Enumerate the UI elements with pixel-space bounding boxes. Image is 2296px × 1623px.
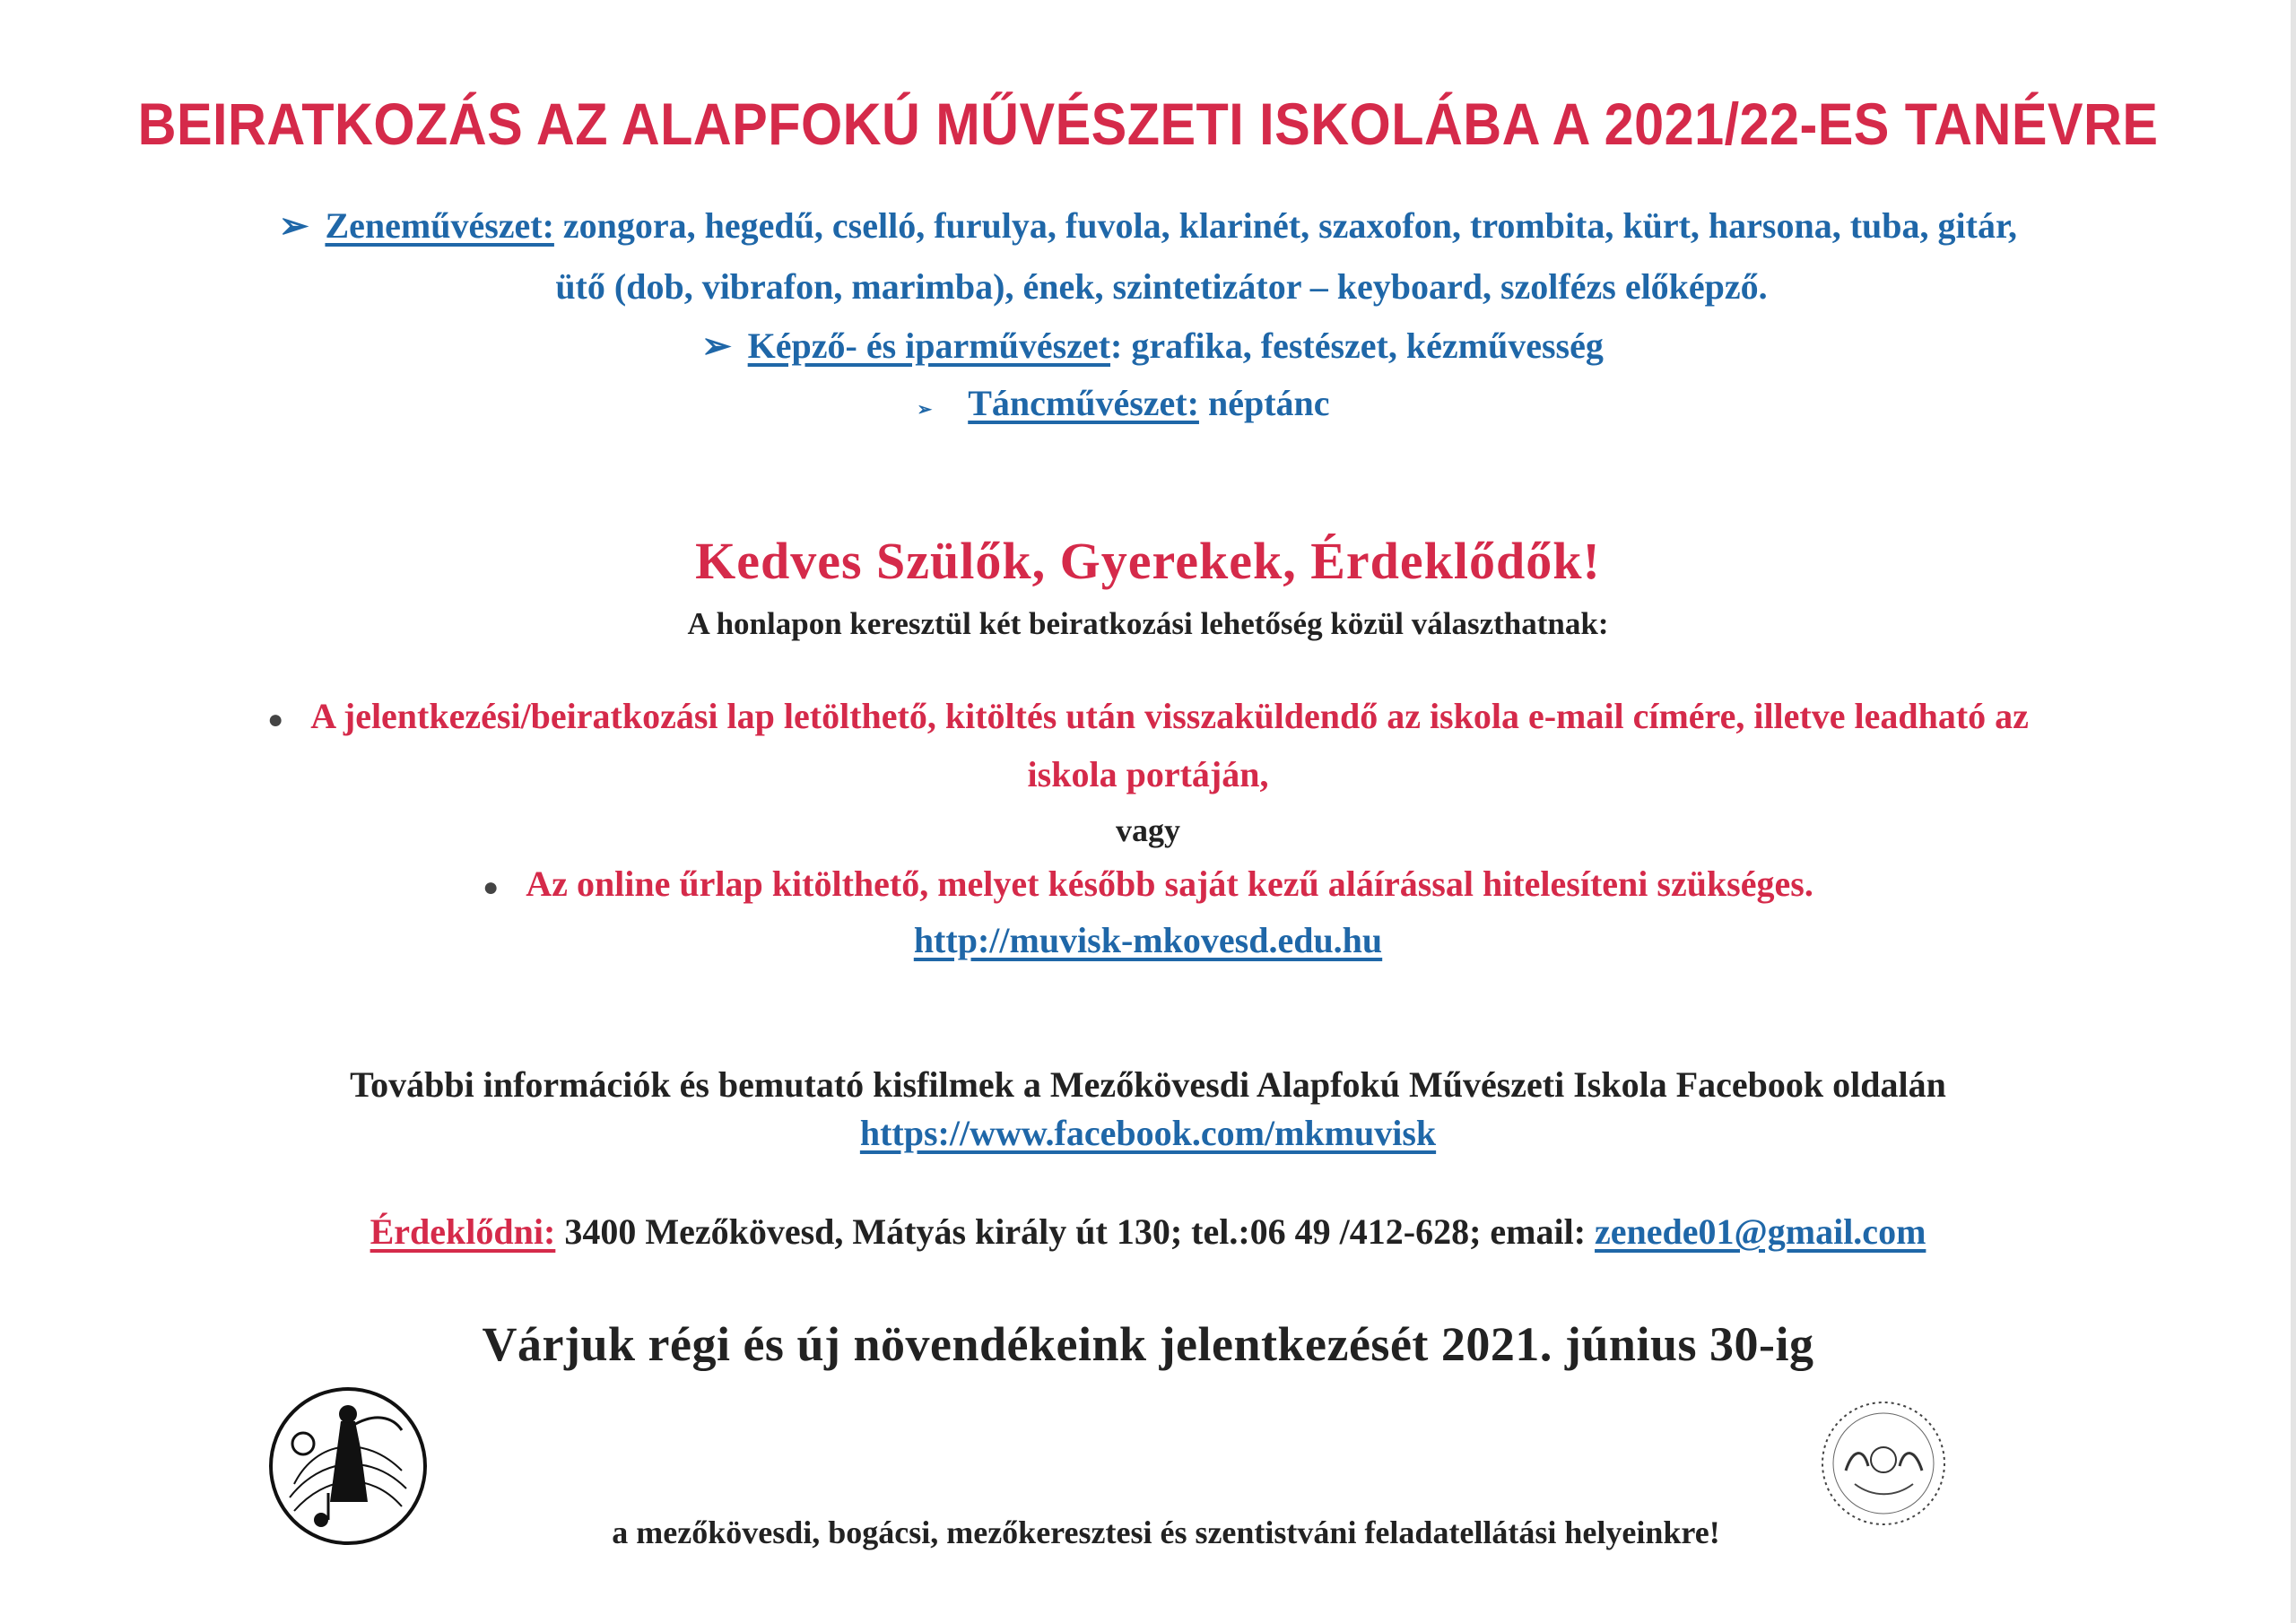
program-music-text: zongora, hegedű, cselló, furulya, fuvola, klarinét, szaxofon, trombita, kürt, harsona, tuba, gitár,	[553, 205, 2018, 246]
option-2	[0, 863, 2296, 905]
contact-row	[0, 1211, 2296, 1253]
program-music	[0, 204, 2296, 247]
contact-label: Érdeklődni:	[370, 1211, 556, 1252]
arrow-bullet-icon: ➢	[701, 325, 732, 366]
program-dance-text: néptánc	[1198, 383, 1330, 423]
arrow-bullet-icon: ➢	[278, 205, 309, 246]
option-1-line-1	[0, 695, 2296, 737]
option-1-line-2: iskola portáján,	[1027, 754, 1269, 794]
site-url-row	[0, 919, 2296, 961]
facebook-url-row	[0, 1112, 2296, 1154]
program-visual-text: : grafika, festészet, kézművesség	[1110, 325, 1604, 366]
greeting: Kedves Szülők, Gyerekek, Érdeklődők!	[695, 532, 1601, 590]
intro-text: A honlapon keresztül két beiratkozási lehetőség közül választhatnak:	[687, 606, 1609, 641]
program-visual	[0, 325, 2296, 367]
email-link[interactable]: zenede01@gmail.com	[1595, 1211, 1926, 1252]
program-visual-label: Képző- és iparművészet	[747, 325, 1111, 366]
program-dance	[0, 382, 2296, 424]
bullet-dot-icon: ●	[267, 705, 284, 734]
deadline-text: Várjuk régi és új növendékeink jelentkezését 2021. június 30-ig	[482, 1317, 1814, 1371]
option-2-text: Az online űrlap kitölthető, melyet később saját kezű aláírással hitelesíteni szükséges.	[526, 864, 1813, 904]
program-dance-label: Táncművészet:	[968, 383, 1199, 423]
school-logo-icon	[267, 1385, 429, 1547]
talent-point-seal-icon	[1819, 1399, 1949, 1529]
more-info-text: További információk és bemutató kisfilmek a Mezőkövesdi Alapfokú Művészeti Iskola Facebook oldalán	[350, 1064, 1946, 1105]
site-url-link[interactable]: http://muvisk-mkovesd.edu.hu	[913, 920, 1383, 960]
locations-text: a mezőkövesdi, bogácsi, mezőkeresztesi és szentistváni feladatellátási helyeinkre!	[612, 1515, 1720, 1550]
option-1-text: A jelentkezési/beiratkozási lap letölthető, kitöltés után visszaküldendő az iskola e-mail címére, illetve leadható az	[310, 696, 2029, 736]
facebook-url-link[interactable]: https://www.facebook.com/mkmuvisk	[859, 1113, 1437, 1153]
page-title: BEIRATKOZÁS AZ ALAPFOKÚ MŰVÉSZETI ISKOLÁBA A 2021/22-ES TANÉVRE	[137, 91, 2159, 157]
bullet-dot-icon: ●	[483, 872, 500, 902]
program-music-text-2: ütő (dob, vibrafon, marimba), ének, szintetizátor – keyboard, szolfézs előképző.	[555, 266, 1768, 307]
contact-text: 3400 Mezőkövesd, Mátyás király út 130; tel.:06 49 /412-628; email:	[555, 1211, 1596, 1252]
or-text: vagy	[1116, 812, 1180, 848]
arrow-bullet-icon: ➢	[917, 400, 933, 420]
program-music-label: Zeneművészet:	[325, 205, 554, 246]
